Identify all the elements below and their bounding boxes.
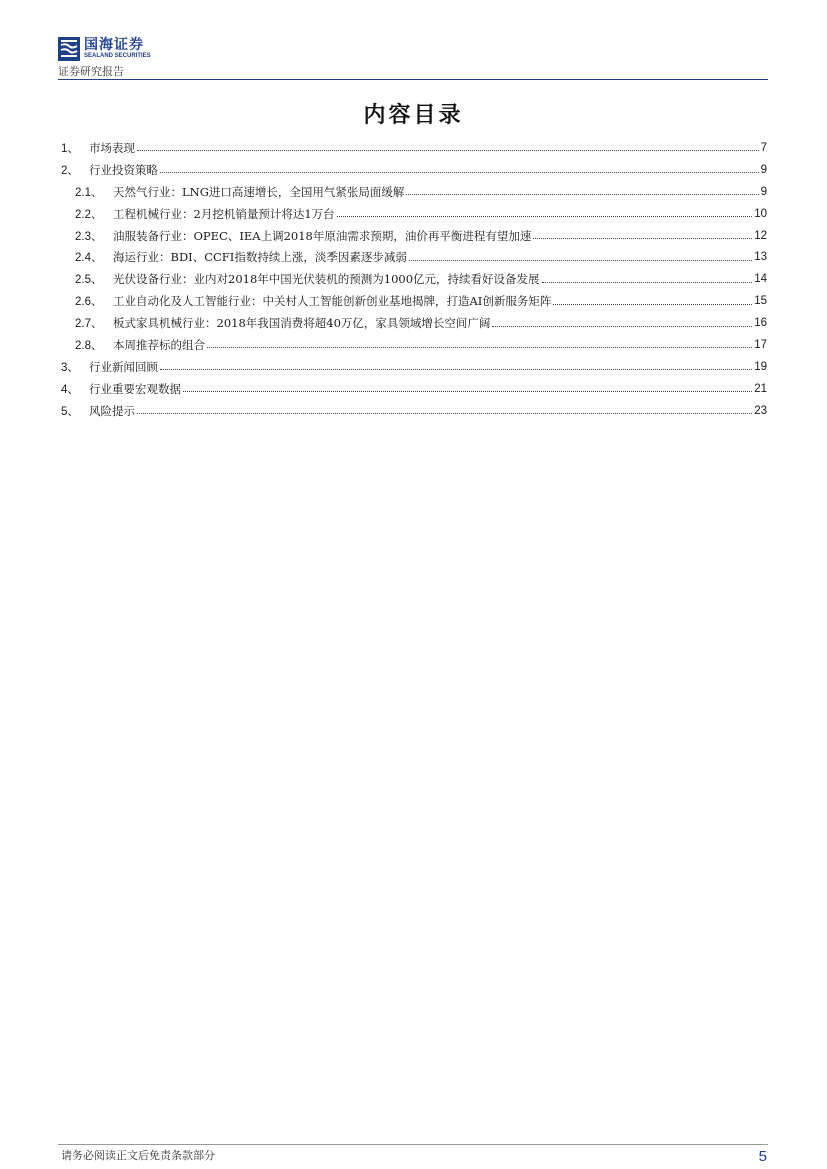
toc-leader-dots bbox=[409, 260, 752, 261]
toc-leader-dots bbox=[160, 172, 759, 173]
page-title: 内容目录 bbox=[363, 103, 464, 128]
toc-entry[interactable] bbox=[61, 246, 767, 268]
toc-entry[interactable] bbox=[61, 334, 767, 356]
logo-chinese-name: 国海证券 bbox=[84, 37, 144, 53]
toc-entry-number: 2.7、 bbox=[75, 318, 103, 331]
toc-leader-dots bbox=[406, 194, 758, 195]
toc-entry[interactable] bbox=[61, 203, 767, 225]
toc-entry-number: 2.8、 bbox=[75, 339, 103, 352]
toc-entry-page: 21 bbox=[754, 382, 767, 395]
toc-entry-number: 2.6、 bbox=[75, 296, 103, 309]
toc-entry-number: 1、 bbox=[61, 142, 79, 155]
toc-entry-label: 油服装备行业：OPEC、IEA上调2018年原油需求预期，油价再平衡进程有望加速 bbox=[113, 228, 532, 243]
toc-entry-page: 10 bbox=[754, 207, 767, 220]
toc-entry-page: 12 bbox=[754, 229, 767, 242]
toc-entry-label: 光伏设备行业：业内对2018年中国光伏装机的预测为1000亿元，持续看好设备发展 bbox=[113, 272, 540, 287]
toc-entry-label: 本周推荐标的组合 bbox=[113, 337, 205, 352]
toc-leader-dots bbox=[337, 216, 753, 217]
toc-entry-label: 板式家具机械行业：2018年我国消费将超40万亿，家具领域增长空间广阔 bbox=[113, 316, 491, 331]
toc-entry-label: 行业重要宏观数据 bbox=[89, 381, 181, 396]
toc-entry-label: 行业新闻回顾 bbox=[89, 359, 158, 374]
toc-leader-dots bbox=[183, 391, 752, 392]
toc-entry-page: 7 bbox=[760, 141, 767, 154]
footer-divider bbox=[58, 1144, 768, 1145]
toc-entry-page: 19 bbox=[754, 360, 767, 373]
toc-entry-number: 2.2、 bbox=[75, 208, 103, 221]
toc-leader-dots bbox=[492, 326, 752, 327]
toc-entry[interactable] bbox=[61, 268, 767, 290]
toc-entry-label: 工业自动化及人工智能行业：中关村人工智能创新创业基地揭牌，打造AI创新服务矩阵 bbox=[113, 294, 552, 309]
toc-entry-number: 2.5、 bbox=[75, 274, 103, 287]
toc-leader-dots bbox=[137, 413, 752, 414]
toc-entry-label: 市场表现 bbox=[89, 140, 135, 155]
table-of-contents bbox=[61, 137, 767, 422]
toc-entry[interactable] bbox=[61, 356, 767, 378]
toc-entry-page: 16 bbox=[754, 317, 767, 330]
toc-entry-label: 行业投资策略 bbox=[89, 162, 158, 177]
logo-english-name: SEALAND SECURITIES bbox=[84, 53, 151, 59]
toc-entry-number: 5、 bbox=[61, 405, 79, 418]
toc-entry-label: 风险提示 bbox=[89, 403, 135, 418]
toc-entry-page: 13 bbox=[754, 251, 767, 264]
toc-entry-page: 17 bbox=[754, 338, 767, 351]
footer-disclaimer: 请务必阅读正文后免责条款部分 bbox=[61, 1149, 215, 1162]
toc-entry-number: 2.4、 bbox=[75, 252, 103, 265]
toc-entry-label: 工程机械行业：2月挖机销量预计将达1万台 bbox=[113, 206, 335, 221]
sealand-logo-icon bbox=[58, 37, 80, 61]
header-divider bbox=[58, 79, 768, 80]
toc-entry[interactable] bbox=[61, 290, 767, 312]
toc-leader-dots bbox=[533, 238, 752, 239]
toc-entry[interactable] bbox=[61, 225, 767, 247]
toc-entry-page: 9 bbox=[760, 185, 767, 198]
toc-entry-number: 3、 bbox=[61, 361, 79, 374]
toc-leader-dots bbox=[553, 304, 752, 305]
toc-entry[interactable] bbox=[61, 400, 767, 422]
toc-leader-dots bbox=[207, 347, 752, 348]
page-number: 5 bbox=[758, 1148, 767, 1165]
toc-entry-page: 23 bbox=[754, 404, 767, 417]
toc-leader-dots bbox=[137, 150, 759, 151]
toc-entry-number: 2.3、 bbox=[75, 230, 103, 243]
company-logo bbox=[58, 36, 151, 62]
toc-entry[interactable] bbox=[61, 159, 767, 181]
toc-leader-dots bbox=[160, 369, 752, 370]
toc-entry[interactable] bbox=[61, 312, 767, 334]
toc-entry-label: 海运行业：BDI、CCFI指数持续上涨，淡季因素逐步减弱 bbox=[113, 250, 407, 265]
report-type-label: 证券研究报告 bbox=[58, 65, 124, 78]
toc-entry-label: 天然气行业：LNG进口高速增长，全国用气紧张局面缓解 bbox=[113, 184, 405, 199]
toc-leader-dots bbox=[542, 282, 753, 283]
toc-entry[interactable] bbox=[61, 137, 767, 159]
toc-entry[interactable] bbox=[61, 181, 767, 203]
toc-entry-number: 2、 bbox=[61, 164, 79, 177]
toc-entry-number: 4、 bbox=[61, 383, 79, 396]
toc-entry-page: 14 bbox=[754, 273, 767, 286]
toc-entry-page: 15 bbox=[754, 295, 767, 308]
toc-entry-page: 9 bbox=[760, 163, 767, 176]
toc-entry[interactable] bbox=[61, 378, 767, 400]
toc-entry-number: 2.1、 bbox=[75, 186, 103, 199]
